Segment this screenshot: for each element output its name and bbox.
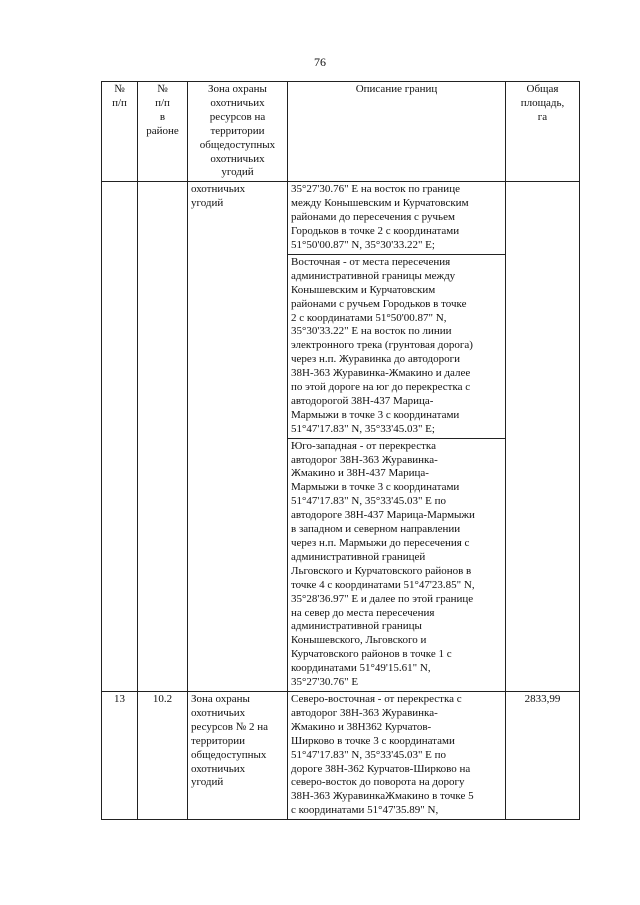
cell-number-empty [102, 182, 138, 692]
page-number: 76 [314, 55, 326, 69]
header-zone: Зона охраны охотничьих ресурсов на территории общедоступных охотничьих угодий [188, 82, 288, 182]
cell-district-empty [138, 182, 188, 692]
header-number: № п/п [102, 82, 138, 182]
row-district-number: 10.2 [138, 691, 188, 819]
boundary-east: Восточная - от места пересечения административной границы между Конышевским и Курчатовским районами с ручьем Городьков в точке 2 с координатами 51°50'00.87" N, 35°30'33.22" E на восток по линии электронного трека (грунтовая дорога) через н.п. Журавинка до автодороги 38Н-363 Журавинка-Жмакино и далее по этой дороге на юг до перекрестка с автодорогой 38Н-437 Марица- Мармыжи в точке 3 с координатами 51°47'17.83" N, 35°33'45.03" E; [288, 254, 506, 438]
row-number: 13 [102, 691, 138, 819]
boundary-southwest: Юго-западная - от перекрестка автодорог 38Н-363 Журавинка- Жмакино и 38Н-437 Марица- Мармыжи в точке 3 с координатами 51°47'17.83" N, 35°33'45.03" E по автодороге 38Н-437 Марица-Мармыжи в западном и северном направлении через н.п. Мармыжи до пересечения с административной границей Льговского и Курчатовского районов в точке 4 с координатами 51°47'23.85" N, 35°28'36.97" E и далее по этой границе на север до места пересечения административной границы Конышевского, Льговского и Курчатовского районов в точке 1 с координатами 51°49'15.61" N, 35°27'30.76" E [288, 438, 506, 691]
row-area: 2833,99 [506, 691, 580, 819]
cell-area-empty [506, 182, 580, 692]
table-header-row [102, 82, 580, 182]
row-zone-name: Зона охраны охотничьих ресурсов № 2 на территории общедоступных охотничьих угодий [188, 691, 288, 819]
cell-zone-continuation: охотничьих угодий [188, 182, 288, 692]
boundary-northeast: Северо-восточная - от перекрестка с автодорог 38Н-363 Журавинка- Жмакино и 38Н362 Курчатов- Ширково в точке 3 с координатами 51°47'17.83" N, 35°33'45.03" E по дороге 38Н-362 Курчатов-Ширково на северо-восток до поворота на дорогу 38Н-363 ЖуравинкаЖмакино в точке 5 с координатами 51°47'35.89" N, [288, 691, 506, 819]
table-row [102, 182, 580, 255]
boundaries-table [101, 81, 580, 820]
table-row [102, 691, 580, 819]
header-district-number: № п/п в районе [138, 82, 188, 182]
header-area: Общая площадь, га [506, 82, 580, 182]
boundary-north-continuation: 35°27'30.76" E на восток по границе между Конышевским и Курчатовским районами до пересечения с ручьем Городьков в точке 2 с координатами 51°50'00.87" N, 35°30'33.22" E; [288, 182, 506, 255]
header-description: Описание границ [288, 82, 506, 182]
